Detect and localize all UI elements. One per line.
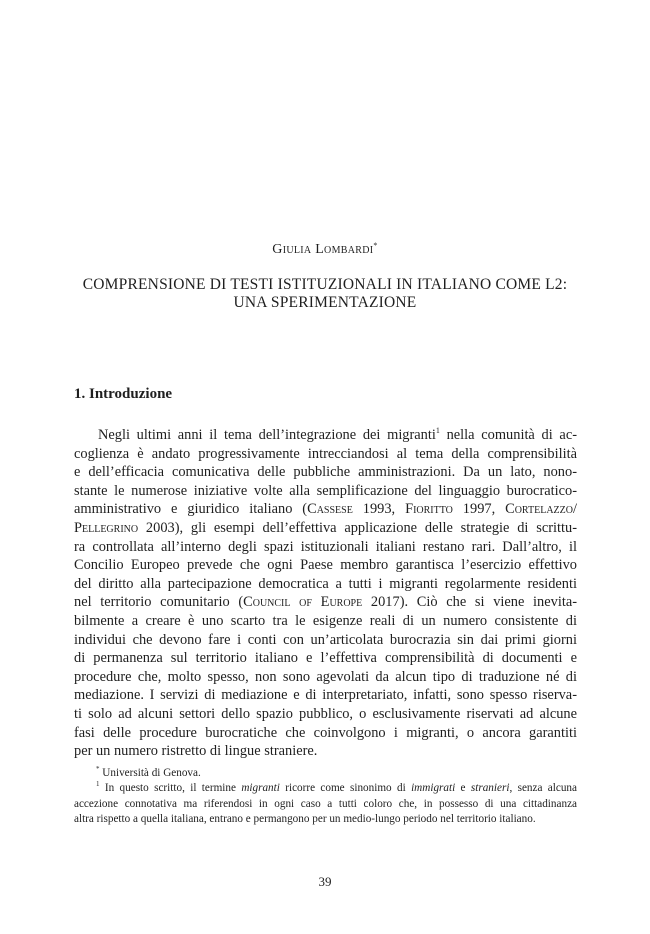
paper-title	[0, 276, 650, 312]
citation-pellegrino: Pellegrino	[74, 519, 139, 536]
paragraph-line: amministrativo e giuridico italiano (Cassese 1993, Fioritto 1997, Cortelazzo/	[74, 501, 577, 518]
section-heading: 1. Introduzione	[74, 386, 173, 402]
paragraph-line: del diritto alla partecipazione democratica a tutti i migranti regolarmente residenti	[74, 575, 577, 592]
paragraph-line: e dell’efficacia comunicativa delle pubbliche amministrazioni. Da un lato, nono-	[74, 464, 577, 481]
paragraph-line: mediazione. I servizi di mediazione e di interpretariato, infatti, sono spesso riserva-	[74, 687, 577, 704]
paragraph-line: Pellegrino 2003), gli esempi dell’effettiva applicazione delle strategie di scrittu-	[74, 519, 577, 536]
paragraph-line: ti solo ad alcuni settori dello spazio pubblico, o esclusivamente riservati ad alcune	[74, 705, 577, 722]
paragraph-line: nel territorio comunitario (Council of Europe 2017). Ciò che si viene inevita-	[74, 594, 577, 611]
page-number: 39	[318, 874, 332, 889]
paragraph-line: di permanenza sul territorio italiano e l’effettiva comprensibilità di documenti e	[74, 650, 577, 667]
citation-fioritto: Fioritto	[405, 501, 453, 518]
paragraph-line: Negli ultimi anni il tema dell’integrazione dei migranti$^1$ nella comunità di ac-	[98, 426, 578, 443]
footnote-affiliation: * Università di Genova.	[96, 765, 201, 779]
paragraph-line: fasi delle procedure burocratiche che coinvolgono i migranti, o ancora garantiti	[74, 724, 577, 741]
footnote-1-line: $^1$ In questo scritto, il termine migranti ricorre come sinonimo di immigrati e stranieri, senza alcuna	[96, 780, 577, 795]
paragraph-line: Concilio Europeo prevede che ogni Paese membro garantisca l’esercizio effettivo	[74, 557, 577, 574]
paragraph-line: per un numero ristretto di lingue straniere.	[74, 743, 318, 760]
citation-cassese: Cassese	[307, 501, 353, 518]
title-line-2: UNA SPERIMENTAZIONE	[233, 294, 417, 311]
paragraph-line: individui che devono fare i conti con un’articolata burocrazia sin dai primi giorni	[74, 631, 577, 648]
author-footnote-marker: *	[373, 241, 378, 250]
citation-cortelazzo: Cortelazzo/	[505, 501, 577, 518]
introduction-paragraph	[74, 426, 577, 761]
footnote-ref-1: 1	[435, 426, 440, 435]
citation-council-of-europe: Council of Europe	[243, 594, 363, 611]
paragraph-line: ra controllata all’interno degli spazi istituzionali italiani restano rari. Dall’altro, il	[74, 538, 577, 555]
footnote-1-line: altra rispetto a quella italiana, entrano e permangono per un medio-lungo periodo nel territorio italiano.	[74, 813, 536, 826]
footnotes	[74, 766, 577, 828]
footnote-1-line: accezione connotativa ma riferendosi in ogni caso a tutti coloro che, in possesso di una cittadinanza	[74, 797, 577, 810]
title-line-1: COMPRENSIONE DI TESTI ISTITUZIONALI IN ITALIANO COME L2:	[82, 276, 568, 293]
paragraph-line: procedure che, molto spesso, non sono agevolati da alcun tipo di traduzione né di	[74, 668, 577, 685]
author-name: Giulia Lombardi*	[272, 241, 378, 257]
paragraph-line: stante le numerose iniziative volte alla semplificazione del linguaggio burocratico-	[74, 482, 577, 499]
paragraph-line: bilmente a creare è uno scarto tra le esigenze reali di un numero consistente di	[74, 612, 577, 629]
paragraph-line: coglienza è andato progressivamente intrecciandosi al tema della comprensibilità	[74, 445, 577, 462]
